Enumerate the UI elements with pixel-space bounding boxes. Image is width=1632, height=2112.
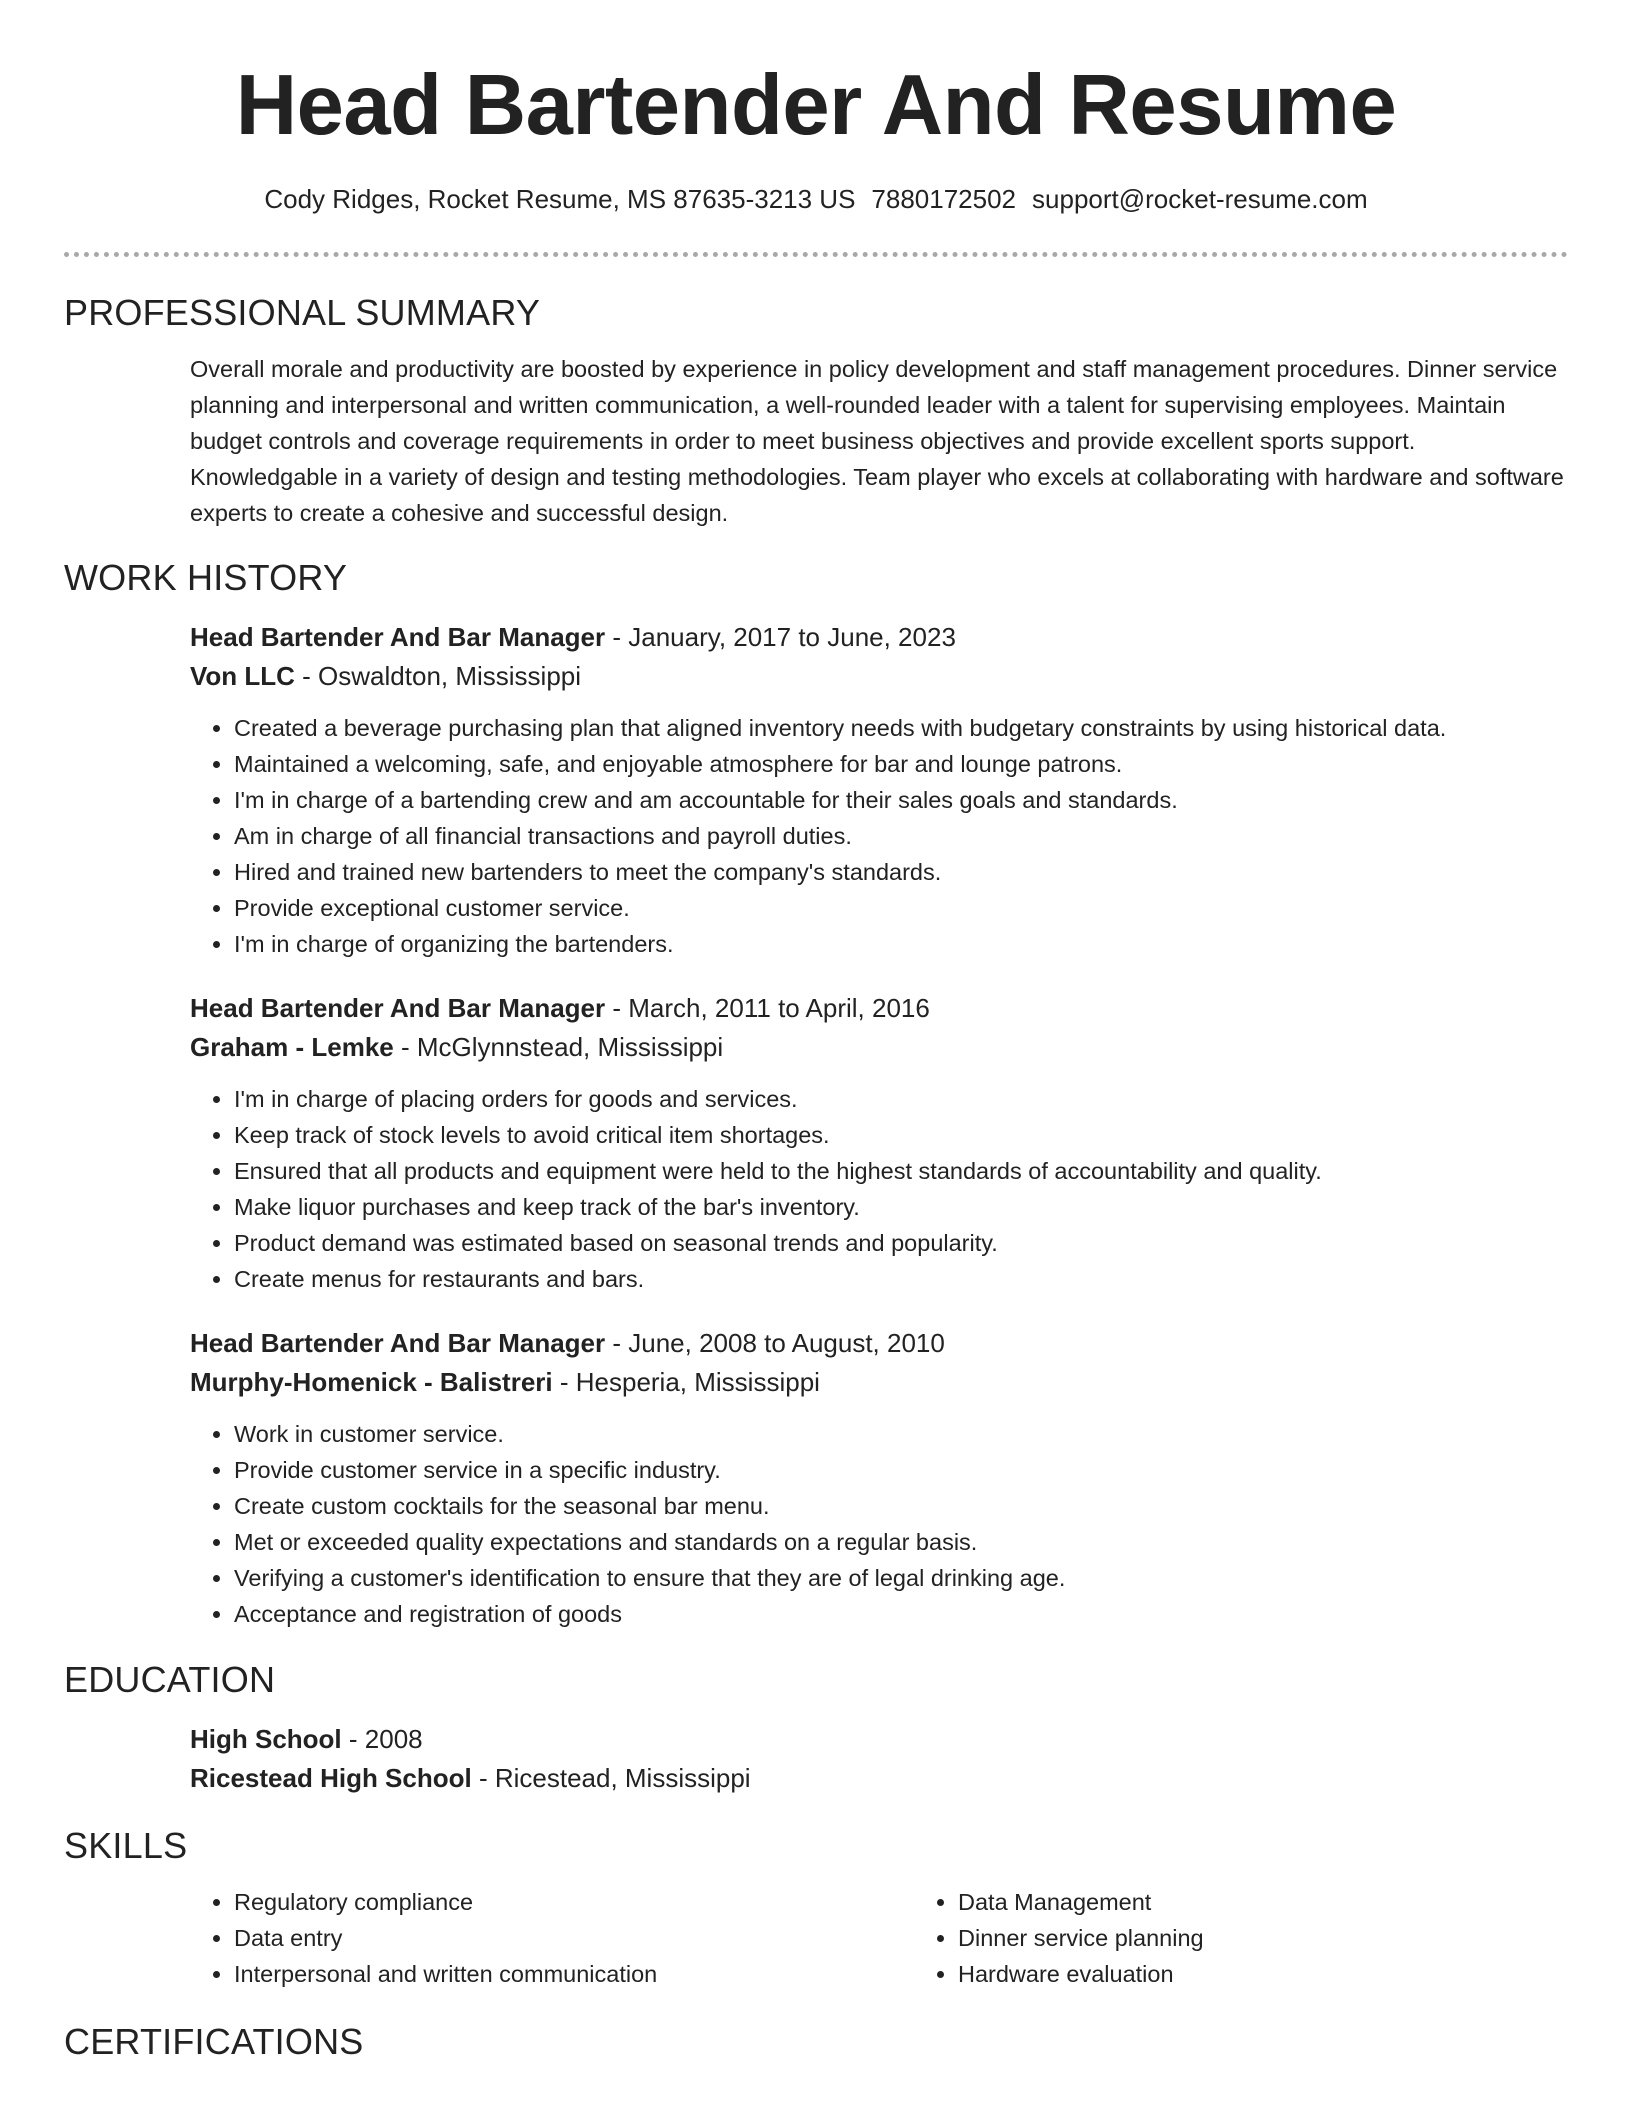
summary-text: Overall morale and productivity are boosted by experience in policy development and staff management procedures. Dinner service planning and interpersonal and written communication, a well-rounded leader with a talent for supervising employees. Maintain budget controls and coverage requirements in order to meet business objectives and provide excellent sports support. Knowledgable in a variety of design and testing methodologies. Team player who excels at collaborating with hardware and software experts to create a cohesive and successful design. [190,356,1564,526]
skill-item: • Data Management [958,1884,1632,1920]
job-title-line [190,1324,1568,1363]
job-dates: - March, 2011 to April, 2016 [605,993,930,1023]
job-duties-list [190,1081,1568,1297]
list-item: • Product demand was estimated based on seasonal trends and popularity. [234,1225,1568,1261]
job-company-line [190,657,1568,696]
job-role: Head Bartender And Bar Manager [190,622,606,652]
education-section [190,1720,1568,1798]
job-entry [190,989,1568,1297]
list-item: • Ensured that all products and equipment were held to the highest standards of accountability and quality. [234,1153,1568,1189]
header-divider [64,252,1568,257]
contact-address: Cody Ridges, Rocket Resume, MS 87635-3213 US [264,184,856,214]
job-entry [190,1324,1568,1632]
job-company: Von LLC [190,661,295,691]
section-title-certifications: CERTIFICATIONS [64,2021,364,2062]
list-item: • Make liquor purchases and keep track of the bar's inventory. [234,1189,1568,1225]
job-company: Murphy-Homenick - Balistreri [190,1367,553,1397]
list-item: • Keep track of stock levels to avoid critical item shortages. [234,1117,1568,1153]
contact-phone: 7880172502 [871,184,1017,214]
job-role: Head Bartender And Bar Manager [190,1328,606,1358]
education-degree: High School [190,1724,342,1754]
skill-item: • Hardware evaluation [958,1956,1632,1992]
list-item: • Provide customer service in a specific industry. [234,1452,1568,1488]
section-title-summary: PROFESSIONAL SUMMARY [64,292,541,333]
job-duties-list [190,1416,1568,1632]
job-dates: - January, 2017 to June, 2023 [605,622,956,652]
list-item: • Verifying a customer's identification to ensure that they are of legal drinking age. [234,1560,1568,1596]
job-role: Head Bartender And Bar Manager [190,993,606,1023]
job-duties-list [190,710,1568,962]
job-company-line [190,1363,1568,1402]
list-item: • Met or exceeded quality expectations and standards on a regular basis. [234,1524,1568,1560]
skills-section [190,1884,1568,1992]
list-item: • Am in charge of all financial transactions and payroll duties. [234,818,1568,854]
job-title-line [190,989,1568,1028]
skills-list-right [914,1884,1632,1992]
education-year: - 2008 [341,1724,423,1754]
skill-item: • Dinner service planning [958,1920,1632,1956]
job-entry [190,618,1568,962]
list-item: • Create custom cocktails for the seasonal bar menu. [234,1488,1568,1524]
job-location: - McGlynnstead, Mississippi [393,1032,724,1062]
education-school-line [190,1759,1568,1798]
list-item: • Hired and trained new bartenders to meet the company's standards. [234,854,1568,890]
skills-list-left [190,1884,914,1992]
skill-item: • Interpersonal and written communication [234,1956,914,1992]
summary-section [190,351,1568,531]
resume-name: Head Bartender And Resume [235,58,1397,153]
job-location: - Hesperia, Mississippi [552,1367,820,1397]
contact-line [64,182,1568,216]
job-company: Graham - Lemke [190,1032,394,1062]
section-title-skills: SKILLS [64,1825,188,1866]
skill-item: • Regulatory compliance [234,1884,914,1920]
list-item: • I'm in charge of a bartending crew and am accountable for their sales goals and standards. [234,782,1568,818]
job-dates: - June, 2008 to August, 2010 [605,1328,945,1358]
list-item: • Provide exceptional customer service. [234,890,1568,926]
work-history-section [190,618,1568,1632]
list-item: • Create menus for restaurants and bars. [234,1261,1568,1297]
section-title-work-history: WORK HISTORY [64,557,348,598]
list-item: • Created a beverage purchasing plan that aligned inventory needs with budgetary constraints by using historical data. [234,710,1568,746]
job-location: - Oswaldton, Mississippi [294,661,582,691]
skill-item: • Data entry [234,1920,914,1956]
list-item: • Maintained a welcoming, safe, and enjoyable atmosphere for bar and lounge patrons. [234,746,1568,782]
education-degree-line [190,1720,1568,1759]
job-title-line [190,618,1568,657]
education-location: - Ricestead, Mississippi [471,1763,751,1793]
job-company-line [190,1028,1568,1067]
list-item: • Work in customer service. [234,1416,1568,1452]
list-item: • I'm in charge of placing orders for goods and services. [234,1081,1568,1117]
education-school: Ricestead High School [190,1763,472,1793]
list-item: • I'm in charge of organizing the bartenders. [234,926,1568,962]
list-item: • Acceptance and registration of goods [234,1596,1568,1632]
section-title-education: EDUCATION [64,1659,276,1700]
contact-email: support@rocket-resume.com [1032,184,1368,214]
